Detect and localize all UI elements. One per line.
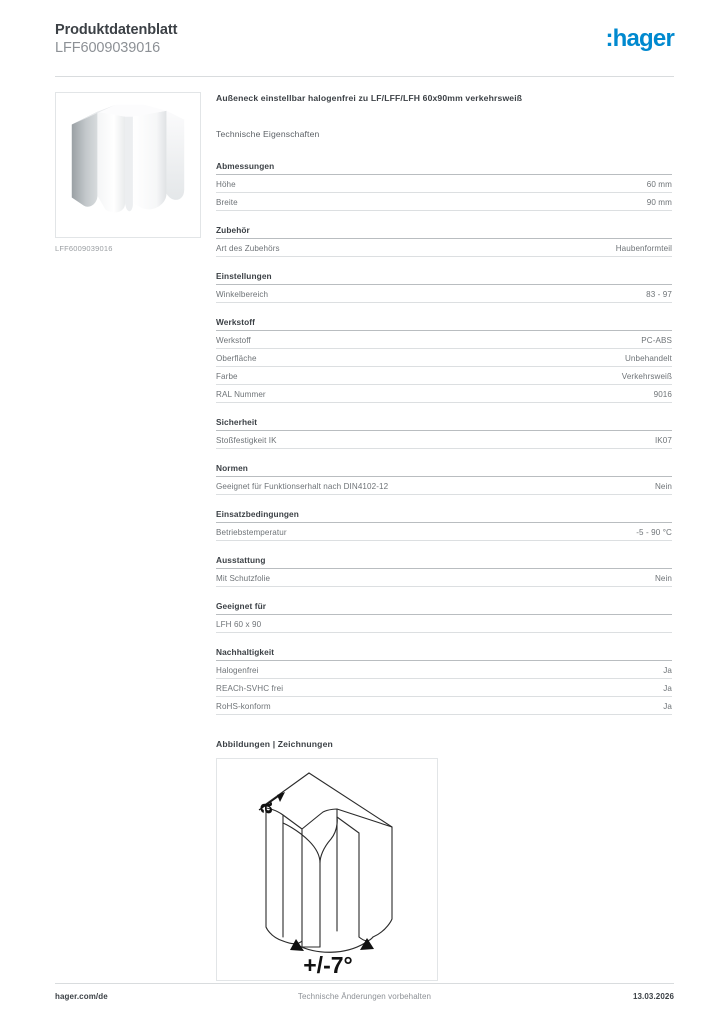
spec-row-label: Mit Schutzfolie: [216, 573, 271, 583]
spec-row-value: Ja: [663, 701, 672, 711]
spec-group: [216, 417, 672, 449]
spec-row-value: 9016: [653, 389, 672, 399]
spec-row-value: Unbehandelt: [624, 353, 672, 363]
spec-group: [216, 317, 672, 403]
spec-group-title: Zubehör: [216, 225, 672, 239]
spec-row-value: Nein: [654, 573, 672, 583]
spec-row: [216, 385, 672, 403]
spec-row: [216, 615, 672, 633]
spec-row-label: Geeignet für Funktionserhalt nach DIN4102-12: [216, 481, 389, 491]
footer-divider: [55, 983, 674, 984]
spec-group-title: Nachhaltigkeit: [216, 647, 672, 661]
spec-row: [216, 569, 672, 587]
spec-row-label: RoHS-konform: [216, 701, 271, 711]
spec-row: [216, 523, 672, 541]
product-photo: [55, 92, 201, 238]
spec-row: [216, 349, 672, 367]
drawings-heading: Abbildungen | Zeichnungen: [216, 739, 333, 749]
dimension-label-a: a: [254, 802, 277, 814]
spec-row: [216, 431, 672, 449]
spec-group: [216, 647, 672, 715]
spec-row: [216, 367, 672, 385]
spec-row-label: Höhe: [216, 179, 236, 189]
spec-row: [216, 239, 672, 257]
product-photo-image: [56, 93, 200, 237]
spec-row-label: Breite: [216, 197, 238, 207]
product-reference: LFF6009039016: [55, 40, 161, 56]
angle-label: +/-7°: [303, 952, 353, 978]
spec-row-value: Nein: [654, 481, 672, 491]
spec-group-title: Sicherheit: [216, 417, 672, 431]
spec-groups: [216, 161, 672, 715]
footer-date: 13.03.2026: [632, 992, 674, 1001]
spec-row-value: Haubenformteil: [615, 243, 672, 253]
spec-row-value: IK07: [654, 435, 672, 445]
spec-row: [216, 175, 672, 193]
spec-group-title: Werkstoff: [216, 317, 672, 331]
footer-disclaimer: Technische Änderungen vorbehalten: [297, 992, 432, 1001]
spec-row-value: Verkehrsweiß: [621, 371, 672, 381]
spec-group: [216, 601, 672, 633]
spec-row-value: 60 mm: [646, 179, 672, 189]
spec-group-title: Einstellungen: [216, 271, 672, 285]
spec-row: [216, 285, 672, 303]
spec-group-title: Geeignet für: [216, 601, 672, 615]
spec-group-title: Abmessungen: [216, 161, 672, 175]
spec-group: [216, 555, 672, 587]
spec-row-label: Werkstoff: [216, 335, 251, 345]
spec-group: [216, 225, 672, 257]
header-divider: [55, 76, 674, 77]
spec-group-title: Ausstattung: [216, 555, 672, 569]
spec-group: [216, 161, 672, 211]
spec-group: [216, 463, 672, 495]
technical-drawing: [216, 758, 438, 981]
spec-row-label: Winkelbereich: [216, 289, 269, 299]
technical-drawing-image: [217, 759, 438, 981]
spec-row-label: Art des Zubehörs: [216, 243, 280, 253]
product-photo-caption: LFF6009039016: [55, 244, 113, 253]
spec-sheet: [216, 92, 672, 981]
hager-logo: :hager: [605, 25, 674, 52]
spec-group-title: Einsatzbedingungen: [216, 509, 672, 523]
spec-row: [216, 477, 672, 495]
spec-row-label: Halogenfrei: [216, 665, 259, 675]
spec-row: [216, 679, 672, 697]
spec-row-label: REACh-SVHC frei: [216, 683, 284, 693]
spec-row-label: LFH 60 x 90: [216, 619, 262, 629]
spec-row-label: Farbe: [216, 371, 238, 381]
spec-row-label: Oberfläche: [216, 353, 257, 363]
spec-row-value: Ja: [663, 683, 672, 693]
spec-row: [216, 331, 672, 349]
page-footer: [55, 992, 674, 1006]
page-header: [55, 22, 674, 70]
product-name: Außeneck einstellbar halogenfrei zu LF/LFF/LFH 60x90mm verkehrsweiß: [216, 93, 523, 103]
spec-row-label: Stoßfestigkeit IK: [216, 435, 277, 445]
spec-group: [216, 509, 672, 541]
spec-row-value: 83 - 97: [646, 289, 672, 299]
spec-row-value: 90 mm: [646, 197, 672, 207]
spec-group: [216, 271, 672, 303]
spec-row-value: -5 - 90 °C: [636, 527, 672, 537]
spec-row-value: PC-ABS: [641, 335, 672, 345]
page-title: Produktdatenblatt: [55, 22, 178, 38]
spec-row: [216, 661, 672, 679]
spec-row-label: RAL Nummer: [216, 389, 266, 399]
spec-row-label: Betriebstemperatur: [216, 527, 287, 537]
tech-heading: Technische Eigenschaften: [216, 129, 320, 139]
spec-row: [216, 697, 672, 715]
spec-row-value: Ja: [663, 665, 672, 675]
spec-group-title: Normen: [216, 463, 672, 477]
spec-row: [216, 193, 672, 211]
footer-website[interactable]: hager.com/de: [55, 992, 108, 1001]
